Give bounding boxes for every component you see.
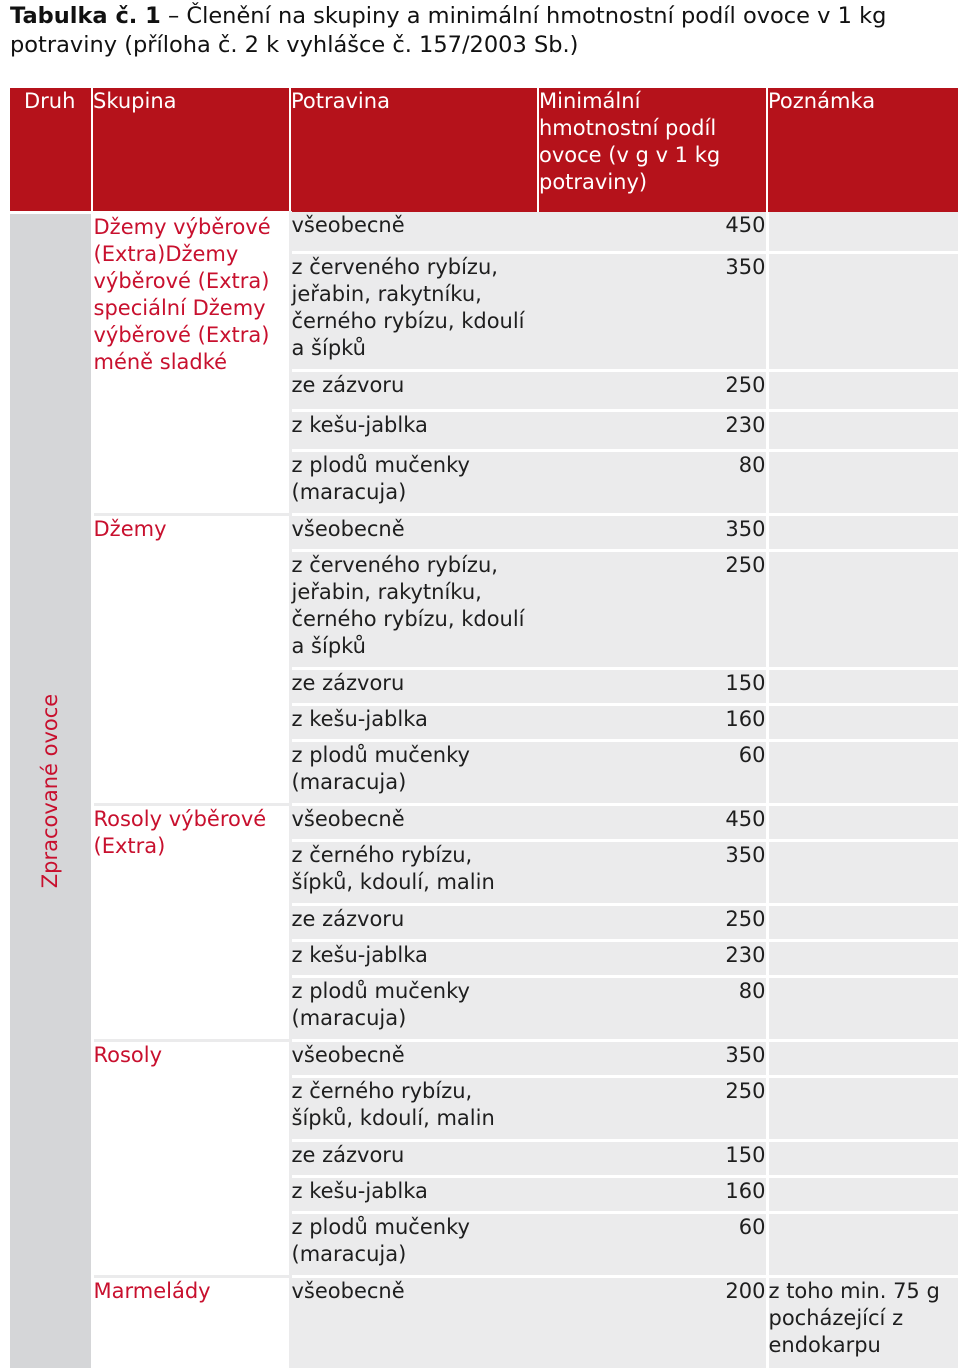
header-min-podil: Minimální hmotnostní podíl ovoce (v g v 1 kg potraviny) — [538, 88, 767, 212]
group-name-cell: Džemy výběrové (Extra)Džemy výběrové (Extra) speciální Džemy výběrové (Extra) méně sladké — [92, 212, 290, 514]
min-share-cell: 250 — [538, 370, 767, 410]
food-cell: z plodů mučenky (maracuja) — [290, 976, 538, 1040]
min-share-cell: 150 — [538, 1140, 767, 1176]
food-cell: ze zázvoru — [290, 904, 538, 940]
min-share-cell: 250 — [538, 1076, 767, 1140]
min-share-cell: 450 — [538, 804, 767, 840]
min-share-cell: 230 — [538, 410, 767, 450]
food-cell: z červeného rybízu, jeřabin, rakytníku, černého rybízu, kdoulí a šípků — [290, 252, 538, 370]
group-name-cell: Marmelády — [92, 1276, 290, 1368]
min-share-cell: 450 — [538, 212, 767, 252]
note-cell — [767, 1076, 958, 1140]
note-cell — [767, 1212, 958, 1276]
header-druh: Druh — [10, 88, 92, 212]
food-cell: všeobecně — [290, 1040, 538, 1076]
note-cell — [767, 450, 958, 514]
note-cell — [767, 840, 958, 904]
min-share-cell: 60 — [538, 1212, 767, 1276]
food-cell: ze zázvoru — [290, 370, 538, 410]
table-body — [10, 212, 958, 1368]
note-cell: z toho min. 75 g pocházející z endokarpu — [767, 1276, 958, 1368]
food-cell: z kešu-jablka — [290, 704, 538, 740]
min-share-cell: 350 — [538, 1040, 767, 1076]
food-cell: všeobecně — [290, 212, 538, 252]
group-name-cell: Rosoly — [92, 1040, 290, 1276]
food-cell: z červeného rybízu, jeřabin, rakytníku, černého rybízu, kdoulí a šípků — [290, 550, 538, 668]
food-cell: všeobecně — [290, 804, 538, 840]
food-cell: z kešu-jablka — [290, 940, 538, 976]
note-cell — [767, 514, 958, 550]
food-cell: z plodů mučenky (maracuja) — [290, 1212, 538, 1276]
min-share-cell: 80 — [538, 450, 767, 514]
food-cell: všeobecně — [290, 514, 538, 550]
table-caption — [10, 2, 950, 60]
table-header-row — [10, 88, 958, 212]
note-cell — [767, 976, 958, 1040]
food-cell: ze zázvoru — [290, 1140, 538, 1176]
fruit-content-table — [10, 88, 958, 1368]
druh-label: Zpracované ovoce — [38, 693, 63, 888]
min-share-cell: 250 — [538, 904, 767, 940]
food-cell: ze zázvoru — [290, 668, 538, 704]
note-cell — [767, 370, 958, 410]
group-name-cell: Rosoly výběrové (Extra) — [92, 804, 290, 1040]
food-cell: z plodů mučenky (maracuja) — [290, 740, 538, 804]
food-cell: všeobecně — [290, 1276, 538, 1368]
table-caption-text: – Členění na skupiny a minimální hmotnostní podíl ovoce v 1 kg potraviny (příloha č. 2 k vyhlášce č. 157/2003 Sb.) — [10, 3, 887, 58]
note-cell — [767, 668, 958, 704]
note-cell — [767, 704, 958, 740]
druh-cell — [10, 212, 92, 1368]
table-row — [10, 1276, 958, 1368]
note-cell — [767, 940, 958, 976]
note-cell — [767, 550, 958, 668]
group-name-cell: Džemy — [92, 514, 290, 804]
note-cell — [767, 1140, 958, 1176]
header-poznamka: Poznámka — [767, 88, 958, 212]
table-row — [10, 1040, 958, 1076]
min-share-cell: 200 — [538, 1276, 767, 1368]
header-potravina: Potravina — [290, 88, 538, 212]
food-cell: z černého rybízu, šípků, kdoulí, malin — [290, 840, 538, 904]
header-skupina: Skupina — [92, 88, 290, 212]
note-cell — [767, 804, 958, 840]
note-cell — [767, 252, 958, 370]
min-share-cell: 350 — [538, 252, 767, 370]
food-cell: z kešu-jablka — [290, 410, 538, 450]
table-row — [10, 212, 958, 252]
min-share-cell: 60 — [538, 740, 767, 804]
table-row — [10, 804, 958, 840]
min-share-cell: 350 — [538, 514, 767, 550]
min-share-cell: 150 — [538, 668, 767, 704]
table-caption-number: Tabulka č. 1 — [10, 3, 161, 29]
note-cell — [767, 212, 958, 252]
note-cell — [767, 1040, 958, 1076]
note-cell — [767, 1176, 958, 1212]
min-share-cell: 230 — [538, 940, 767, 976]
note-cell — [767, 410, 958, 450]
min-share-cell: 80 — [538, 976, 767, 1040]
min-share-cell: 160 — [538, 1176, 767, 1212]
note-cell — [767, 740, 958, 804]
food-cell: z černého rybízu, šípků, kdoulí, malin — [290, 1076, 538, 1140]
food-cell: z kešu-jablka — [290, 1176, 538, 1212]
min-share-cell: 160 — [538, 704, 767, 740]
food-cell: z plodů mučenky (maracuja) — [290, 450, 538, 514]
min-share-cell: 350 — [538, 840, 767, 904]
table-row — [10, 514, 958, 550]
note-cell — [767, 904, 958, 940]
min-share-cell: 250 — [538, 550, 767, 668]
